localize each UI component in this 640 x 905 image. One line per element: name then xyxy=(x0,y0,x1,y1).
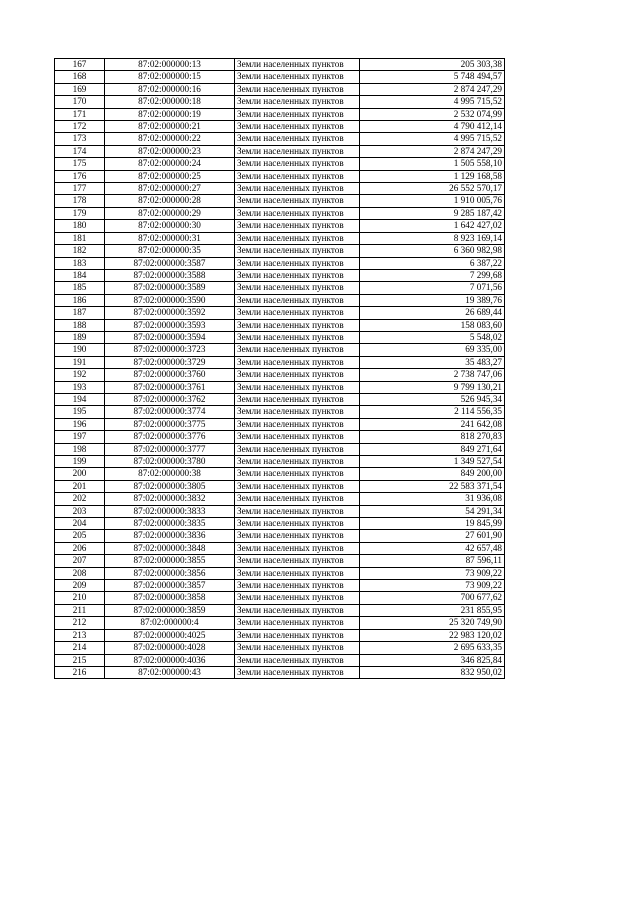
row-number-cell: 212 xyxy=(55,617,105,629)
cadastral-number-cell: 87:02:000000:3836 xyxy=(105,530,235,542)
land-category-cell: Земли населенных пунктов xyxy=(235,530,360,542)
cadastral-value-cell: 19 845,99 xyxy=(360,518,505,530)
row-number-cell: 198 xyxy=(55,443,105,455)
cadastral-value-cell: 8 923 169,14 xyxy=(360,232,505,244)
table-row xyxy=(55,629,505,641)
row-number-cell: 185 xyxy=(55,282,105,294)
land-category-cell: Земли населенных пунктов xyxy=(235,542,360,554)
cadastral-number-cell: 87:02:000000:4028 xyxy=(105,642,235,654)
land-category-cell: Земли населенных пунктов xyxy=(235,518,360,530)
table-row xyxy=(55,592,505,604)
table-row xyxy=(55,257,505,269)
cadastral-number-cell: 87:02:000000:3780 xyxy=(105,456,235,468)
cadastral-value-cell: 4 995 715,52 xyxy=(360,133,505,145)
cadastral-number-cell: 87:02:000000:3761 xyxy=(105,381,235,393)
cadastral-value-cell: 5 548,02 xyxy=(360,331,505,343)
table-row xyxy=(55,468,505,480)
table-row xyxy=(55,642,505,654)
row-number-cell: 182 xyxy=(55,245,105,257)
land-category-cell: Земли населенных пунктов xyxy=(235,245,360,257)
table-row xyxy=(55,443,505,455)
table-row xyxy=(55,369,505,381)
land-category-cell: Земли населенных пунктов xyxy=(235,393,360,405)
cadastral-value-cell: 241 642,08 xyxy=(360,418,505,430)
cadastral-number-cell: 87:02:000000:31 xyxy=(105,232,235,244)
cadastral-number-cell: 87:02:000000:3848 xyxy=(105,542,235,554)
land-category-cell: Земли населенных пунктов xyxy=(235,344,360,356)
table-row xyxy=(55,505,505,517)
row-number-cell: 203 xyxy=(55,505,105,517)
row-number-cell: 168 xyxy=(55,71,105,83)
cadastral-value-cell: 1 505 558,10 xyxy=(360,158,505,170)
cadastral-number-cell: 87:02:000000:3592 xyxy=(105,307,235,319)
land-category-cell: Земли населенных пунктов xyxy=(235,381,360,393)
cadastral-number-cell: 87:02:000000:3833 xyxy=(105,505,235,517)
table-row xyxy=(55,331,505,343)
land-category-cell: Земли населенных пунктов xyxy=(235,431,360,443)
cadastral-number-cell: 87:02:000000:3832 xyxy=(105,493,235,505)
land-category-cell: Земли населенных пунктов xyxy=(235,269,360,281)
land-category-cell: Земли населенных пунктов xyxy=(235,505,360,517)
table-row xyxy=(55,96,505,108)
row-number-cell: 169 xyxy=(55,83,105,95)
land-category-cell: Земли населенных пунктов xyxy=(235,220,360,232)
table-row xyxy=(55,83,505,95)
cadastral-value-cell: 832 950,02 xyxy=(360,666,505,678)
table-row xyxy=(55,220,505,232)
cadastral-number-cell: 87:02:000000:22 xyxy=(105,133,235,145)
row-number-cell: 180 xyxy=(55,220,105,232)
cadastral-number-cell: 87:02:000000:35 xyxy=(105,245,235,257)
row-number-cell: 194 xyxy=(55,393,105,405)
row-number-cell: 181 xyxy=(55,232,105,244)
row-number-cell: 195 xyxy=(55,406,105,418)
cadastral-number-cell: 87:02:000000:4036 xyxy=(105,654,235,666)
land-category-cell: Земли населенных пунктов xyxy=(235,71,360,83)
cadastral-number-cell: 87:02:000000:3776 xyxy=(105,431,235,443)
table-row xyxy=(55,195,505,207)
cadastral-value-cell: 73 909,22 xyxy=(360,580,505,592)
land-category-cell: Земли населенных пунктов xyxy=(235,406,360,418)
table-row xyxy=(55,356,505,368)
cadastral-value-cell: 54 291,34 xyxy=(360,505,505,517)
table-row xyxy=(55,158,505,170)
cadastral-value-cell: 2 695 633,35 xyxy=(360,642,505,654)
cadastral-value-cell: 26 552 570,17 xyxy=(360,183,505,195)
row-number-cell: 206 xyxy=(55,542,105,554)
row-number-cell: 191 xyxy=(55,356,105,368)
cadastral-value-cell: 2 114 556,35 xyxy=(360,406,505,418)
row-number-cell: 205 xyxy=(55,530,105,542)
cadastral-value-cell: 526 945,34 xyxy=(360,393,505,405)
table-row xyxy=(55,406,505,418)
table-row xyxy=(55,71,505,83)
cadastral-value-cell: 42 657,48 xyxy=(360,542,505,554)
cadastral-value-cell: 22 983 120,02 xyxy=(360,629,505,641)
cadastral-value-cell: 2 874 247,29 xyxy=(360,83,505,95)
land-category-cell: Земли населенных пунктов xyxy=(235,257,360,269)
cadastral-value-cell: 35 483,27 xyxy=(360,356,505,368)
cadastral-number-cell: 87:02:000000:4025 xyxy=(105,629,235,641)
land-category-cell: Земли населенных пунктов xyxy=(235,654,360,666)
cadastral-number-cell: 87:02:000000:3594 xyxy=(105,331,235,343)
land-category-cell: Земли населенных пунктов xyxy=(235,418,360,430)
row-number-cell: 178 xyxy=(55,195,105,207)
cadastral-number-cell: 87:02:000000:21 xyxy=(105,121,235,133)
land-category-cell: Земли населенных пунктов xyxy=(235,555,360,567)
cadastral-number-cell: 87:02:000000:3729 xyxy=(105,356,235,368)
cadastral-number-cell: 87:02:000000:3762 xyxy=(105,393,235,405)
cadastral-number-cell: 87:02:000000:3593 xyxy=(105,319,235,331)
row-number-cell: 196 xyxy=(55,418,105,430)
table-row xyxy=(55,604,505,616)
cadastral-number-cell: 87:02:000000:3858 xyxy=(105,592,235,604)
cadastral-value-cell: 22 583 371,54 xyxy=(360,480,505,492)
table-row xyxy=(55,145,505,157)
cadastral-number-cell: 87:02:000000:30 xyxy=(105,220,235,232)
table-row xyxy=(55,282,505,294)
row-number-cell: 184 xyxy=(55,269,105,281)
land-category-cell: Земли населенных пунктов xyxy=(235,356,360,368)
cadastral-number-cell: 87:02:000000:15 xyxy=(105,71,235,83)
table-row xyxy=(55,207,505,219)
cadastral-value-cell: 9 285 187,42 xyxy=(360,207,505,219)
table-row xyxy=(55,518,505,530)
table-row xyxy=(55,344,505,356)
cadastral-value-cell: 700 677,62 xyxy=(360,592,505,604)
table-row xyxy=(55,307,505,319)
land-category-cell: Земли населенных пунктов xyxy=(235,369,360,381)
cadastral-number-cell: 87:02:000000:3723 xyxy=(105,344,235,356)
row-number-cell: 207 xyxy=(55,555,105,567)
row-number-cell: 211 xyxy=(55,604,105,616)
table-row xyxy=(55,580,505,592)
cadastral-number-cell: 87:02:000000:43 xyxy=(105,666,235,678)
land-category-cell: Земли населенных пунктов xyxy=(235,319,360,331)
cadastral-value-cell: 27 601,90 xyxy=(360,530,505,542)
cadastral-value-cell: 5 748 494,57 xyxy=(360,71,505,83)
row-number-cell: 201 xyxy=(55,480,105,492)
row-number-cell: 188 xyxy=(55,319,105,331)
cadastral-number-cell: 87:02:000000:25 xyxy=(105,170,235,182)
cadastral-value-cell: 87 596,11 xyxy=(360,555,505,567)
cadastral-number-cell: 87:02:000000:3589 xyxy=(105,282,235,294)
table-body xyxy=(55,59,505,679)
cadastral-number-cell: 87:02:000000:3835 xyxy=(105,518,235,530)
cadastral-number-cell: 87:02:000000:4 xyxy=(105,617,235,629)
table-row xyxy=(55,269,505,281)
table-row xyxy=(55,654,505,666)
cadastral-number-cell: 87:02:000000:3855 xyxy=(105,555,235,567)
cadastral-value-cell: 158 083,60 xyxy=(360,319,505,331)
row-number-cell: 202 xyxy=(55,493,105,505)
table-row xyxy=(55,59,505,71)
row-number-cell: 187 xyxy=(55,307,105,319)
land-category-cell: Земли населенных пунктов xyxy=(235,307,360,319)
cadastral-number-cell: 87:02:000000:38 xyxy=(105,468,235,480)
cadastral-value-cell: 1 129 168,58 xyxy=(360,170,505,182)
row-number-cell: 175 xyxy=(55,158,105,170)
land-category-cell: Земли населенных пунктов xyxy=(235,642,360,654)
cadastral-value-cell: 849 271,64 xyxy=(360,443,505,455)
row-number-cell: 190 xyxy=(55,344,105,356)
row-number-cell: 193 xyxy=(55,381,105,393)
cadastral-value-cell: 19 389,76 xyxy=(360,294,505,306)
table-row xyxy=(55,567,505,579)
row-number-cell: 179 xyxy=(55,207,105,219)
table-row xyxy=(55,381,505,393)
land-category-cell: Земли населенных пунктов xyxy=(235,567,360,579)
row-number-cell: 171 xyxy=(55,108,105,120)
cadastral-value-cell: 7 299,68 xyxy=(360,269,505,281)
cadastral-number-cell: 87:02:000000:24 xyxy=(105,158,235,170)
land-category-cell: Земли населенных пунктов xyxy=(235,158,360,170)
row-number-cell: 170 xyxy=(55,96,105,108)
land-category-cell: Земли населенных пунктов xyxy=(235,480,360,492)
table-row xyxy=(55,555,505,567)
row-number-cell: 209 xyxy=(55,580,105,592)
cadastral-number-cell: 87:02:000000:27 xyxy=(105,183,235,195)
land-category-cell: Земли населенных пунктов xyxy=(235,183,360,195)
cadastral-number-cell: 87:02:000000:3805 xyxy=(105,480,235,492)
cadastral-value-cell: 1 349 527,54 xyxy=(360,456,505,468)
table-row xyxy=(55,108,505,120)
cadastral-value-cell: 231 855,95 xyxy=(360,604,505,616)
row-number-cell: 204 xyxy=(55,518,105,530)
row-number-cell: 177 xyxy=(55,183,105,195)
table-row xyxy=(55,294,505,306)
table-row xyxy=(55,530,505,542)
land-category-cell: Земли населенных пунктов xyxy=(235,493,360,505)
cadastral-value-cell: 73 909,22 xyxy=(360,567,505,579)
cadastral-value-cell: 1 910 005,76 xyxy=(360,195,505,207)
land-category-cell: Земли населенных пунктов xyxy=(235,629,360,641)
land-category-cell: Земли населенных пунктов xyxy=(235,232,360,244)
row-number-cell: 172 xyxy=(55,121,105,133)
table-row xyxy=(55,121,505,133)
cadastral-number-cell: 87:02:000000:3588 xyxy=(105,269,235,281)
cadastral-number-cell: 87:02:000000:3774 xyxy=(105,406,235,418)
cadastral-number-cell: 87:02:000000:3777 xyxy=(105,443,235,455)
row-number-cell: 200 xyxy=(55,468,105,480)
land-category-cell: Земли населенных пунктов xyxy=(235,666,360,678)
table-row xyxy=(55,232,505,244)
cadastral-number-cell: 87:02:000000:3760 xyxy=(105,369,235,381)
row-number-cell: 176 xyxy=(55,170,105,182)
row-number-cell: 192 xyxy=(55,369,105,381)
cadastral-value-cell: 25 320 749,90 xyxy=(360,617,505,629)
row-number-cell: 189 xyxy=(55,331,105,343)
table-row xyxy=(55,431,505,443)
land-category-cell: Земли населенных пунктов xyxy=(235,195,360,207)
land-category-cell: Земли населенных пунктов xyxy=(235,121,360,133)
cadastral-number-cell: 87:02:000000:3587 xyxy=(105,257,235,269)
cadastral-number-cell: 87:02:000000:29 xyxy=(105,207,235,219)
cadastral-value-cell: 2 738 747,06 xyxy=(360,369,505,381)
cadastral-number-cell: 87:02:000000:3856 xyxy=(105,567,235,579)
land-category-cell: Земли населенных пунктов xyxy=(235,294,360,306)
land-category-cell: Земли населенных пунктов xyxy=(235,580,360,592)
cadastral-value-cell: 849 200,00 xyxy=(360,468,505,480)
cadastral-value-cell: 2 874 247,29 xyxy=(360,145,505,157)
row-number-cell: 186 xyxy=(55,294,105,306)
land-category-cell: Земли населенных пунктов xyxy=(235,282,360,294)
table-row xyxy=(55,480,505,492)
land-category-cell: Земли населенных пунктов xyxy=(235,59,360,71)
land-category-cell: Земли населенных пунктов xyxy=(235,108,360,120)
cadastral-value-cell: 6 360 982,98 xyxy=(360,245,505,257)
row-number-cell: 214 xyxy=(55,642,105,654)
land-category-cell: Земли населенных пунктов xyxy=(235,207,360,219)
cadastral-value-cell: 346 825,84 xyxy=(360,654,505,666)
row-number-cell: 213 xyxy=(55,629,105,641)
land-category-cell: Земли населенных пунктов xyxy=(235,617,360,629)
cadastral-value-cell: 6 387,22 xyxy=(360,257,505,269)
cadastral-value-cell: 205 303,38 xyxy=(360,59,505,71)
table-row xyxy=(55,493,505,505)
row-number-cell: 174 xyxy=(55,145,105,157)
cadastral-number-cell: 87:02:000000:3775 xyxy=(105,418,235,430)
cadastral-number-cell: 87:02:000000:23 xyxy=(105,145,235,157)
row-number-cell: 208 xyxy=(55,567,105,579)
row-number-cell: 167 xyxy=(55,59,105,71)
table-row xyxy=(55,183,505,195)
table-row xyxy=(55,666,505,678)
cadastral-value-cell: 4 995 715,52 xyxy=(360,96,505,108)
land-category-cell: Земли населенных пунктов xyxy=(235,145,360,157)
cadastral-value-cell: 1 642 427,02 xyxy=(360,220,505,232)
table-row xyxy=(55,319,505,331)
row-number-cell: 183 xyxy=(55,257,105,269)
cadastral-value-cell: 69 335,00 xyxy=(360,344,505,356)
land-category-cell: Земли населенных пунктов xyxy=(235,604,360,616)
land-category-cell: Земли населенных пунктов xyxy=(235,443,360,455)
cadastral-number-cell: 87:02:000000:3859 xyxy=(105,604,235,616)
cadastral-number-cell: 87:02:000000:3590 xyxy=(105,294,235,306)
table-row xyxy=(55,418,505,430)
land-category-cell: Земли населенных пунктов xyxy=(235,592,360,604)
land-category-cell: Земли населенных пунктов xyxy=(235,83,360,95)
land-category-cell: Земли населенных пунктов xyxy=(235,96,360,108)
row-number-cell: 215 xyxy=(55,654,105,666)
cadastral-number-cell: 87:02:000000:18 xyxy=(105,96,235,108)
land-category-cell: Земли населенных пунктов xyxy=(235,170,360,182)
table-row xyxy=(55,617,505,629)
cadastral-number-cell: 87:02:000000:19 xyxy=(105,108,235,120)
land-category-cell: Земли населенных пунктов xyxy=(235,456,360,468)
cadastral-value-cell: 31 936,08 xyxy=(360,493,505,505)
table-row xyxy=(55,133,505,145)
land-plots-table xyxy=(54,58,505,679)
cadastral-value-cell: 2 532 074,99 xyxy=(360,108,505,120)
cadastral-number-cell: 87:02:000000:3857 xyxy=(105,580,235,592)
land-category-cell: Земли населенных пунктов xyxy=(235,331,360,343)
cadastral-number-cell: 87:02:000000:28 xyxy=(105,195,235,207)
row-number-cell: 199 xyxy=(55,456,105,468)
cadastral-number-cell: 87:02:000000:16 xyxy=(105,83,235,95)
cadastral-value-cell: 9 799 130,21 xyxy=(360,381,505,393)
cadastral-value-cell: 7 071,56 xyxy=(360,282,505,294)
row-number-cell: 210 xyxy=(55,592,105,604)
table-row xyxy=(55,393,505,405)
cadastral-value-cell: 818 270,83 xyxy=(360,431,505,443)
land-category-cell: Земли населенных пунктов xyxy=(235,133,360,145)
cadastral-value-cell: 26 689,44 xyxy=(360,307,505,319)
land-category-cell: Земли населенных пунктов xyxy=(235,468,360,480)
row-number-cell: 216 xyxy=(55,666,105,678)
cadastral-number-cell: 87:02:000000:13 xyxy=(105,59,235,71)
row-number-cell: 197 xyxy=(55,431,105,443)
table-row xyxy=(55,542,505,554)
row-number-cell: 173 xyxy=(55,133,105,145)
table-row xyxy=(55,245,505,257)
cadastral-value-cell: 4 790 412,14 xyxy=(360,121,505,133)
table-row xyxy=(55,456,505,468)
table-row xyxy=(55,170,505,182)
